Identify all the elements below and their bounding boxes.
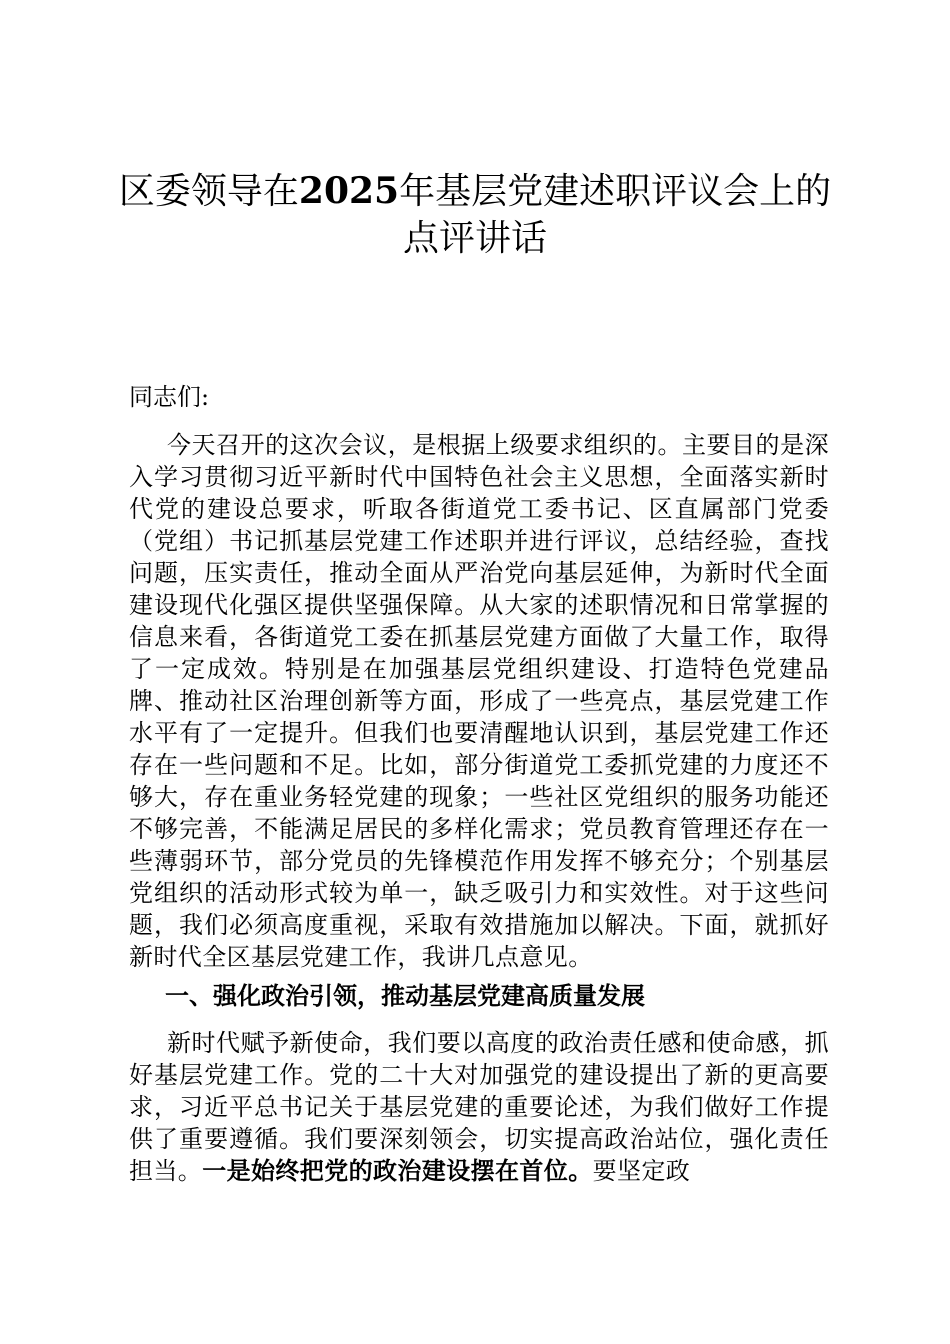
title-suffix: 年基层党建述职评议会上的 (399, 171, 832, 212)
paragraph-section-1-text: 新时代赋予新使命，我们要以高度的政治责任感和使命感，抓好基层党建工作。党的二十大对加强党的建设提出了新的更高要求，习近平总书记关于基层党建的重要论述，为我们做好工作提供了重要遵循。我们要深刻领会，切实提高政治站位，强化责任担当。 (129, 1029, 829, 1185)
document-title-line-2: 点评讲话 (402, 218, 547, 259)
paragraph-section-1-tail: 要坚定政 (592, 1157, 691, 1185)
greeting: 同志们: (129, 383, 210, 411)
paragraph-section-1-emphasis: 一是始终把党的政治建设摆在首位。 (202, 1156, 593, 1185)
title-prefix: 区委领导在 (118, 171, 299, 212)
title-year: 2025 (298, 170, 400, 212)
paragraph-section-1 (129, 1027, 829, 1187)
paragraph-intro: 今天召开的这次会议，是根据上级要求组织的。主要目的是深入学习贯彻习近平新时代中国特色社会主义思想，全面落实新时代党的建设总要求，听取各街道党工委书记、区直属部门党委（党组）书记抓基层党建工作述职并进行评议，总结经验，查找问题，压实责任，推动全面从严治党向基层延伸，为新时代全面建设现代化强区提供坚强保障。从大家的述职情况和日常掌握的信息来看，各街道党工委在抓基层党建方面做了大量工作，取得了一定成效。特别是在加强基层党组织建设、打造特色党建品牌、推动社区治理创新等方面，形成了一些亮点，基层党建工作水平有了一定提升。但我们也要清醒地认识到，基层党建工作还存在一些问题和不足。比如，部分街道党工委抓党建的力度还不够大，存在重业务轻党建的现象；一些社区党组织的服务功能还不够完善，不能满足居民的多样化需求；党员教育管理还存在一些薄弱环节，部分党员的先锋模范作用发挥不够充分；个别基层党组织的活动形式较为单一，缺乏吸引力和实效性。对于这些问题，我们必须高度重视，采取有效措施加以解决。下面，就抓好新时代全区基层党建工作，我讲几点意见。 (129, 431, 829, 971)
section-heading-1: 一、强化政治引领，推动基层党建高质量发展 (165, 981, 645, 1010)
document-title-line-1 (100, 169, 850, 214)
